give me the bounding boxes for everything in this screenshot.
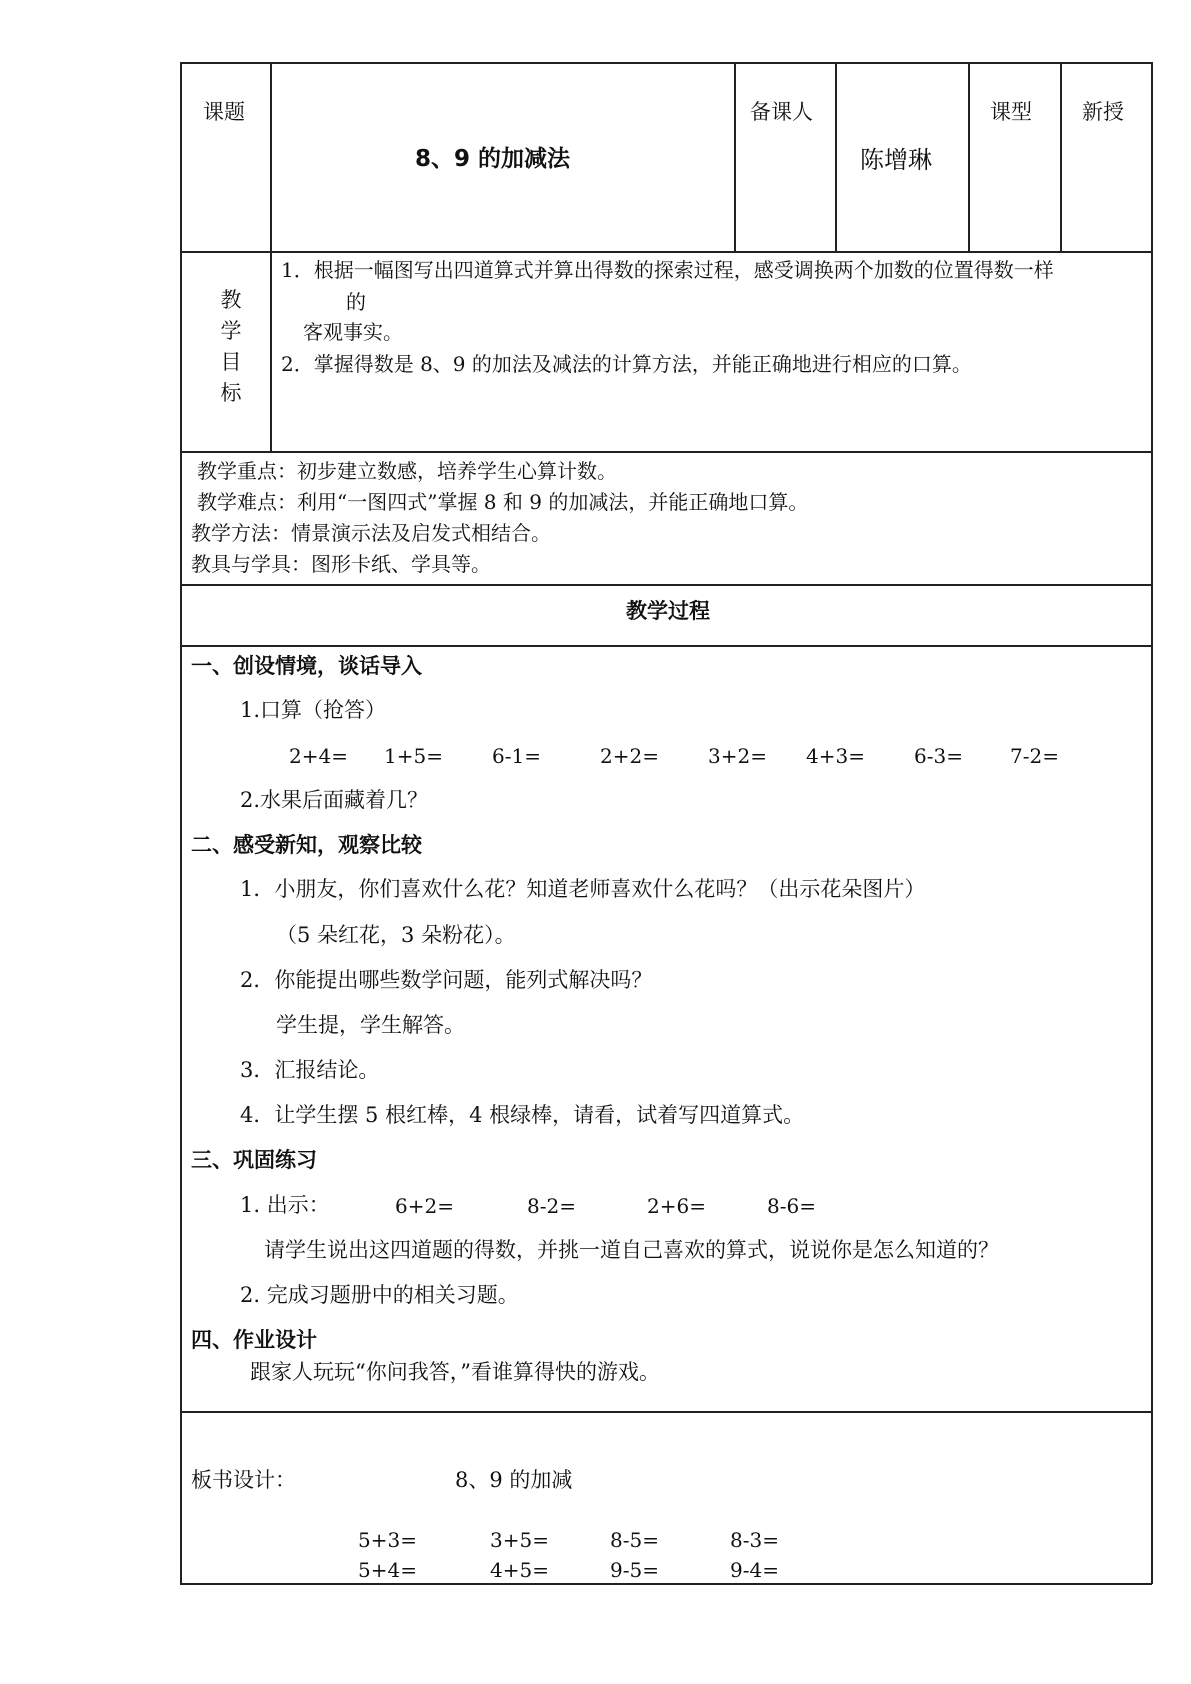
oral-expr: 6-3=: [914, 744, 963, 768]
section2-heading: 二、感受新知，观察比较: [191, 833, 422, 857]
rule-right: [1151, 62, 1153, 1584]
process-title: 教学过程: [626, 599, 710, 623]
note-key-point: 教学重点：初步建立数感，培养学生心算计数。: [197, 459, 617, 483]
section2-item3: 3．汇报结论。: [240, 1058, 380, 1082]
practice-expr: 2+6=: [647, 1194, 706, 1218]
preparer-name: 陈增琳: [860, 146, 932, 174]
oral-expr: 1+5=: [384, 744, 443, 768]
homework-text: 跟家人玩玩“你问我答，”看谁算得快的游戏。: [250, 1360, 660, 1384]
board-expr: 9-5=: [610, 1558, 659, 1582]
objective-1-cont: 的: [346, 290, 366, 314]
section4-heading: 四、作业设计: [191, 1328, 317, 1352]
oral-expr: 3+2=: [708, 744, 767, 768]
oral-expr: 7-2=: [1010, 744, 1059, 768]
type-label: 课型: [990, 100, 1032, 124]
objectives-label-char: 教: [220, 288, 242, 312]
board-expr: 4+5=: [490, 1558, 549, 1582]
objectives-label-char: 学: [220, 319, 242, 343]
section2-item4: 4．让学生摆 5 根红棒，4 根绿棒，请看，试着写四道算式。: [240, 1103, 805, 1127]
practice-expr: 6+2=: [395, 1194, 454, 1218]
rule-col4: [968, 62, 970, 252]
rule-process-bottom: [180, 1411, 1152, 1413]
section2-item1-cont: （5 朵红花，3 朵粉花）。: [276, 923, 516, 947]
section3-item1-label: 1. 出示：: [240, 1193, 330, 1217]
section3-heading: 三、巩固练习: [191, 1148, 317, 1172]
oral-expr: 6-1=: [492, 744, 541, 768]
objective-1: 1．根据一幅图写出四道算式并算出得数的探索过程，感受调换两个加数的位置得数一样: [281, 258, 1054, 282]
note-difficulty: 教学难点：利用“一图四式”掌握 8 和 9 的加减法，并能正确地口算。: [197, 490, 809, 514]
section2-item1: 1．小朋友，你们喜欢什么花？知道老师喜欢什么花吗？（出示花朵图片）: [240, 877, 926, 901]
board-expr: 9-4=: [730, 1558, 779, 1582]
board-title: 8、9 的加减: [455, 1468, 573, 1492]
type-value: 新授: [1082, 100, 1124, 124]
rule-top: [180, 62, 1152, 64]
objectives-label-char: 标: [220, 381, 242, 405]
board-expr: 5+3=: [358, 1528, 417, 1552]
rule-process-title-bottom: [180, 645, 1152, 647]
practice-expr: 8-6=: [767, 1194, 816, 1218]
objective-2: 2．掌握得数是 8、9 的加法及减法的计算方法，并能正确地进行相应的口算。: [281, 352, 972, 376]
board-expr: 8-5=: [610, 1528, 659, 1552]
rule-header-bottom: [180, 251, 1152, 253]
note-method: 教学方法：情景演示法及启发式相结合。: [191, 521, 551, 545]
board-expr: 5+4=: [358, 1558, 417, 1582]
oral-expr: 2+2=: [600, 744, 659, 768]
rule-col5: [1060, 62, 1062, 252]
practice-expr: 8-2=: [527, 1194, 576, 1218]
section1-item1: 1.口算（抢答）: [240, 698, 387, 722]
note-tools: 教具与学具：图形卡纸、学具等。: [191, 552, 491, 576]
objective-1-end: 客观事实。: [303, 320, 403, 344]
rule-objectives-bottom: [180, 451, 1152, 453]
rule-col2: [734, 62, 736, 252]
board-label: 板书设计：: [191, 1468, 296, 1492]
board-expr: 8-3=: [730, 1528, 779, 1552]
objectives-label: [219, 285, 243, 409]
section1-heading: 一、创设情境，谈话导入: [191, 654, 422, 678]
board-expr: 3+5=: [490, 1528, 549, 1552]
section2-item2-cont: 学生提，学生解答。: [276, 1013, 465, 1037]
section3-item2: 2. 完成习题册中的相关习题。: [240, 1283, 519, 1307]
rule-bottom: [180, 1583, 1152, 1585]
section3-item1-cont: 请学生说出这四道题的得数，并挑一道自己喜欢的算式，说说你是怎么知道的？: [264, 1238, 999, 1262]
section2-item2: 2．你能提出哪些数学问题，能列式解决吗？: [240, 968, 653, 992]
preparer-label: 备课人: [750, 100, 813, 124]
oral-expr: 4+3=: [806, 744, 865, 768]
section1-item2: 2.水果后面藏着几？: [240, 788, 429, 812]
oral-expr: 2+4=: [289, 744, 348, 768]
rule-left: [180, 62, 182, 1584]
rule-col1: [270, 62, 272, 452]
objectives-label-char: 目: [220, 350, 242, 374]
rule-col3: [835, 62, 837, 252]
rule-notes-bottom: [180, 584, 1152, 586]
topic-title: 8、9 的加减法: [415, 146, 571, 172]
topic-label: 课题: [203, 100, 245, 124]
